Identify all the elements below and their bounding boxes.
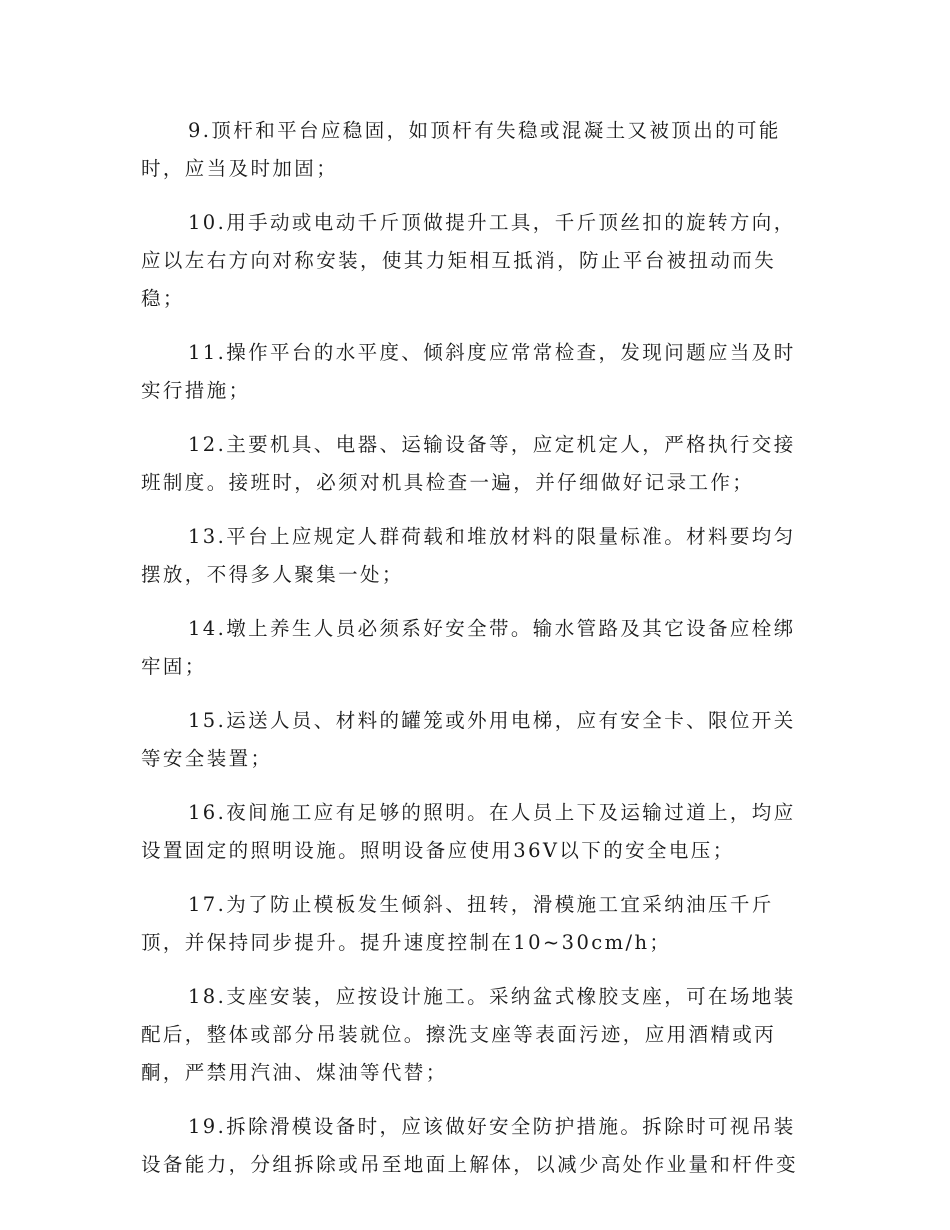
paragraph-item-10: 10.用手动或电动千斤顶做提升工具，千斤顶丝扣的旋转方向，应以左右方向对称安装，使其力矩相互抵消，防止平台被扭动而失稳； xyxy=(141,211,796,310)
paragraph-item-16: 16.夜间施工应有足够的照明。在人员上下及运输过道上，均应设置固定的照明设施。照明设备应使用36V以下的安全电压； xyxy=(141,801,796,862)
paragraph-item-12: 12.主要机具、电器、运输设备等，应定机定人，严格执行交接班制度。接班时，必须对机具检查一遍，并仔细做好记录工作； xyxy=(141,433,796,494)
paragraph-item-11: 11.操作平台的水平度、倾斜度应常常检查，发现问题应当及时实行措施； xyxy=(141,341,796,402)
paragraph-item-18: 18.支座安装，应按设计施工。采纳盆式橡胶支座，可在场地装配后，整体或部分吊装就位。擦洗支座等表面污迹，应用酒精或丙酮，严禁用汽油、煤油等代替； xyxy=(141,985,796,1084)
paragraph-item-13: 13.平台上应规定人群荷载和堆放材料的限量标准。材料要均匀摆放，不得多人聚集一处； xyxy=(141,525,796,586)
paragraph-item-14: 14.墩上养生人员必须系好安全带。输水管路及其它设备应栓绑牢固； xyxy=(141,617,796,678)
paragraph-item-9: 9.顶杆和平台应稳固，如顶杆有失稳或混凝土又被顶出的可能时，应当及时加固； xyxy=(141,119,781,180)
paragraph-item-17: 17.为了防止模板发生倾斜、扭转，滑模施工宜采纳油压千斤顶，并保持同步提升。提升速度控制在10~30cm/h； xyxy=(141,893,774,954)
document-body xyxy=(141,112,811,1200)
paragraph-item-15: 15.运送人员、材料的罐笼或外用电梯，应有安全卡、限位开关等安全装置； xyxy=(141,709,796,770)
paragraph-item-19: 19.拆除滑模设备时，应该做好安全防护措施。拆除时可视吊装设备能力，分组拆除或吊至地面上解体，以减少高处作业量和杆件变 xyxy=(141,1115,799,1176)
